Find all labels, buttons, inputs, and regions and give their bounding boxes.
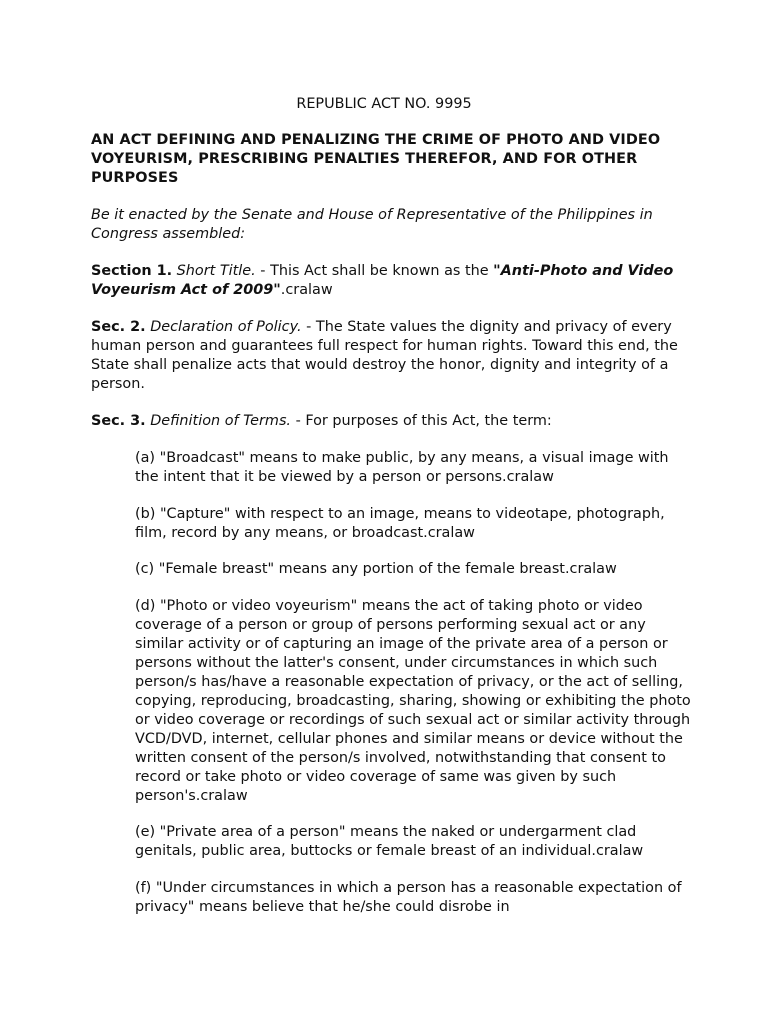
definition-d: (d) "Photo or video voyeurism" means the act of taking photo or video coverage of a person or group of persons performing sexual act or any similar activity or of capturing an image of the private area of a person or persons without the latter's consent, under circumstances in which such person/s has/have a reasonable expectation of privacy, or the act of selling, copying, reproducing, broadcasting, sharing, showing or exhibiting the photo or video coverage or recordings of such sexual act or similar activity through VCD/DVD, internet, cellular phones and similar means or device without the written consent of the person/s involved, notwithstanding that consent to record or take photo or video coverage of same was given by such person's.cralaw <box>135 598 691 804</box>
section-2-caption: Declaration of Policy. <box>150 319 302 335</box>
definition-f: (f) "Under circumstances in which a person has a reasonable expectation of privacy" means believe that he/she could disrobe in <box>135 880 682 915</box>
section-3 <box>91 412 691 431</box>
section-2-label: Sec. 2. <box>91 319 146 335</box>
definition-b: (b) "Capture" with respect to an image, means to videotape, photograph, film, record by any means, or broadcast.cralaw <box>135 506 665 541</box>
definition-a: (a) "Broadcast" means to make public, by any means, a visual image with the intent that it be viewed by a person or persons.cralaw <box>135 450 669 485</box>
section-1-label: Section 1. <box>91 263 173 279</box>
section-1-text: - This Act shall be known as the <box>255 263 494 279</box>
enacting-clause: Be it enacted by the Senate and House of Representative of the Philippines in Congress assembled: <box>91 207 653 242</box>
definition-e: (e) "Private area of a person" means the naked or undergarment clad genitals, public area, buttocks or female breast of an individual.cralaw <box>135 824 644 859</box>
section-2 <box>91 318 691 394</box>
act-heading: AN ACT DEFINING AND PENALIZING THE CRIME OF PHOTO AND VIDEO VOYEURISM, PRESCRIBING PENALTIES THEREFOR, AND FOR OTHER PURPOSES <box>91 132 661 186</box>
definition-c: (c) "Female breast" means any portion of the female breast.cralaw <box>135 561 617 577</box>
section-3-label: Sec. 3. <box>91 413 146 429</box>
section-1-suffix: .cralaw <box>280 282 333 298</box>
short-title-name: "Anti-Photo and Video Voyeurism Act of 2009" <box>91 263 674 298</box>
section-3-text: - For purposes of this Act, the term: <box>291 413 552 429</box>
section-1 <box>91 262 691 300</box>
section-1-caption: Short Title. <box>176 263 256 279</box>
document-title: REPUBLIC ACT NO. 9995 <box>296 96 472 112</box>
section-2-text: - The State values the dignity and privacy of every human person and guarantees full respect for human rights. Toward this end, the State shall penalize acts that would destroy the honor, dignity and integrity of a person. <box>91 319 678 392</box>
section-3-caption: Definition of Terms. <box>150 413 292 429</box>
